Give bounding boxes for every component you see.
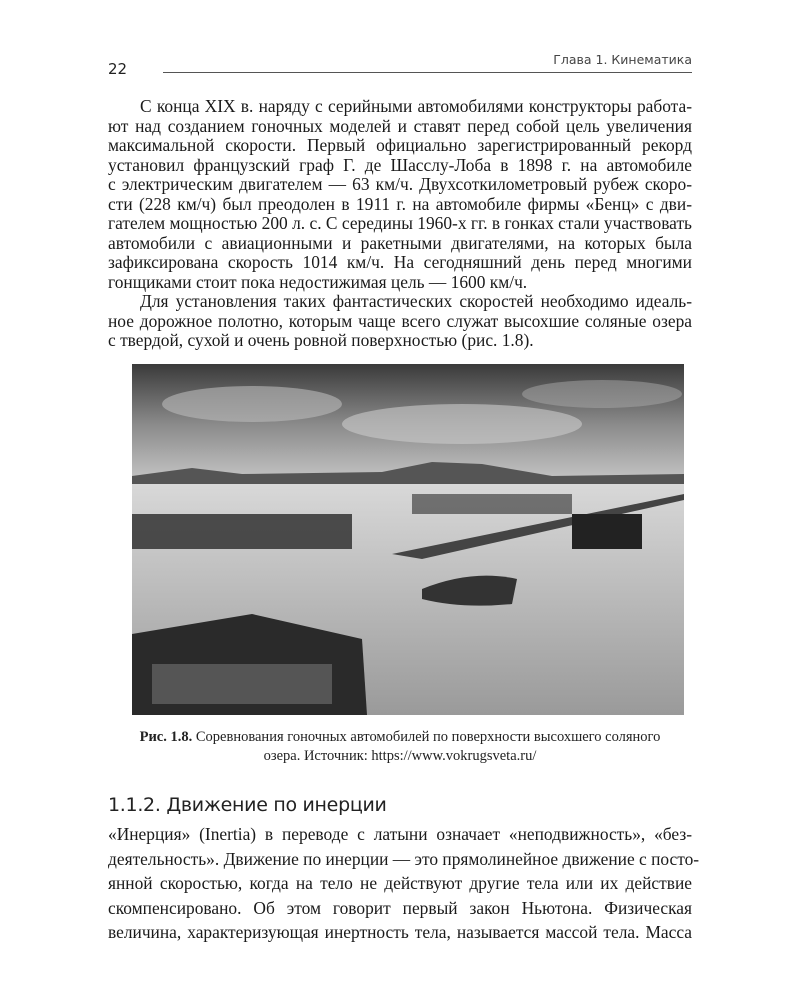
text-line: ное дорожное полотно, которым чаще всего служат высохшие соляные озера	[108, 310, 692, 331]
text-line: скомпенсировано. Об этом говорит первый закон Ньютона. Физическая	[108, 897, 692, 918]
caption-text: озера. Источник: https://www.vokrugsveta.ru/	[263, 748, 537, 764]
text-line: зафиксирована скорость 1014 км/ч. На сегодняшний день перед многими	[108, 252, 692, 272]
paragraph-1	[108, 97, 692, 292]
text-line: сти (228 км/ч) был преодолен в 1911 г. на автомобиле фирмы «Бенц» с дви-	[108, 193, 692, 214]
text-line: ют над созданием гоночных моделей и ставят перед собой цель увеличения	[108, 115, 692, 136]
figure-label: Рис. 1.8.	[139, 729, 193, 745]
text-line: «Инерция» (Inertia) в переводе с латыни означает «неподвижность», «без-	[108, 824, 692, 844]
section-heading: 1.1.2. Движение по инерции	[108, 794, 387, 816]
page-number: 22	[108, 60, 128, 78]
text-line: деятельность». Движение по инерции — это прямолинейное движение с посто-	[108, 848, 700, 869]
text-line: установил французский граф Г. де Шасслу-Лоба в 1898 г. на автомобиле	[108, 154, 692, 175]
paragraph-3	[108, 822, 700, 945]
text-line: янной скоростью, когда на тело не действуют другие тела или их действие	[108, 873, 692, 894]
figure-photo-salt-flat-race	[132, 364, 684, 715]
text-line: с электрическим двигателем — 63 км/ч. Двухсоткилометровый рубеж скоро-	[108, 174, 692, 194]
paragraph-2	[108, 292, 692, 351]
figure-caption	[120, 728, 680, 766]
text-line: Для установления таких фантастических скоростей необходимо идеаль-	[140, 291, 692, 311]
caption-text: Соревнования гоночных автомобилей по поверхности высохшего соляного	[195, 729, 661, 745]
text-line: гателем мощностью 200 л. с. С середины 1960-х гг. в гонках стали участвовать	[108, 213, 692, 233]
text-line: С конца XIX в. наряду с серийными автомобилями конструкторы работа-	[140, 96, 692, 116]
text-line: максимальной скорости. Первый официально зарегистрированный рекорд	[108, 135, 692, 155]
text-line: с твердой, сухой и очень ровной поверхностью (рис. 1.8).	[108, 330, 534, 350]
text-line: гонщиками стоит пока недостижимая цель — 1600 км/ч.	[108, 271, 528, 292]
header-rule	[163, 72, 692, 73]
text-line: величина, характеризующая инертность тела, называется массой тела. Масса	[108, 922, 692, 943]
text-line: автомобили с авиационными и ракетными двигателями, на которых была	[108, 232, 692, 253]
running-header: Глава 1. Кинематика	[553, 52, 692, 67]
